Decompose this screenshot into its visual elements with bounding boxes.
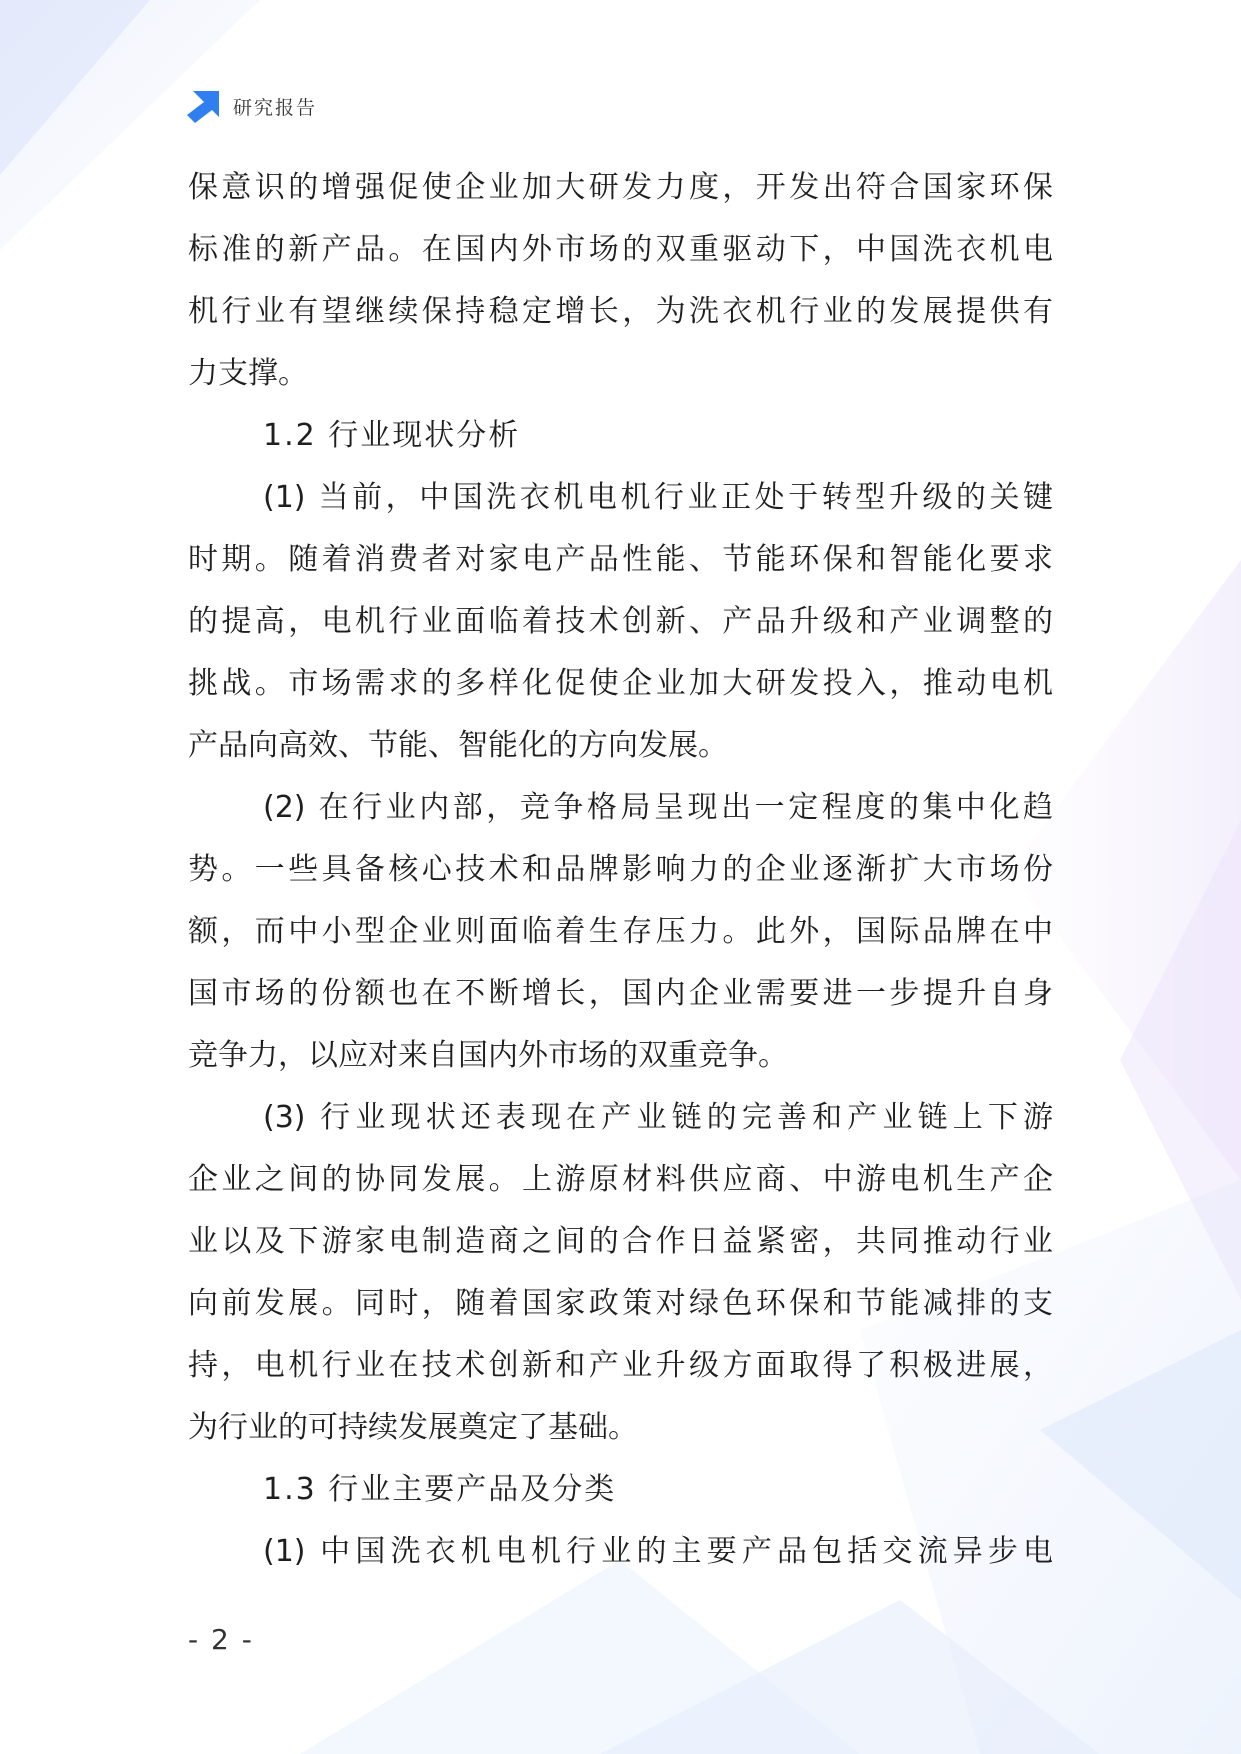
paragraph-line: 时期。随着消费者对家电产品性能、节能环保和智能化要求 [188,542,1053,577]
paragraph-line: 为行业的可持续发展奠定了基础。 [188,1410,638,1445]
paragraph-line: (3) 行业现状还表现在产业链的完善和产业链上下游 [263,1100,1053,1135]
paragraph-line: 国市场的份额也在不断增长，国内企业需要进一步提升自身 [188,976,1053,1011]
paragraph-line: 势。一些具备核心技术和品牌影响力的企业逐渐扩大市场份 [188,852,1053,887]
page-number: - 2 - [188,1623,254,1656]
paragraph-line: (1) 中国洗衣机电机行业的主要产品包括交流异步电 [263,1534,1053,1569]
paragraph-line: 向前发展。同时，随着国家政策对绿色环保和节能减排的支 [188,1286,1053,1321]
paragraph-line: 企业之间的协同发展。上游原材料供应商、中游电机生产企 [188,1162,1053,1197]
paragraph-line: (1) 当前，中国洗衣机电机行业正处于转型升级的关键 [263,480,1053,515]
report-header [187,88,317,124]
paragraph-line: 标准的新产品。在国内外市场的双重驱动下，中国洗衣机电 [188,232,1053,267]
section-heading: 1.2 行业现状分析 [263,418,521,453]
paragraph-line: 的提高，电机行业面临着技术创新、产品升级和产业调整的 [188,604,1053,639]
arrow-up-right-icon [187,89,221,123]
paragraph-line: 额，而中小型企业则面临着生存压力。此外，国际品牌在中 [188,914,1053,949]
paragraph-line: 持，电机行业在技术创新和产业升级方面取得了积极进展， [188,1348,1053,1383]
section-heading: 1.3 行业主要产品及分类 [263,1472,617,1507]
document-body [188,157,1053,1583]
paragraph-line: 机行业有望继续保持稳定增长，为洗衣机行业的发展提供有 [188,294,1053,329]
paragraph-line: 产品向高效、节能、智能化的方向发展。 [188,728,728,763]
header-title: 研究报告 [233,96,318,119]
paragraph-line: 保意识的增强促使企业加大研发力度，开发出符合国家环保 [188,170,1053,205]
paragraph-line: 竞争力，以应对来自国内外市场的双重竞争。 [188,1038,788,1073]
paragraph-line: 业以及下游家电制造商之间的合作日益紧密，共同推动行业 [188,1224,1053,1259]
paragraph-line: (2) 在行业内部，竞争格局呈现出一定程度的集中化趋 [263,790,1053,825]
paragraph-line: 力支撑。 [188,356,308,391]
paragraph-line: 挑战。市场需求的多样化促使企业加大研发投入，推动电机 [188,666,1053,701]
